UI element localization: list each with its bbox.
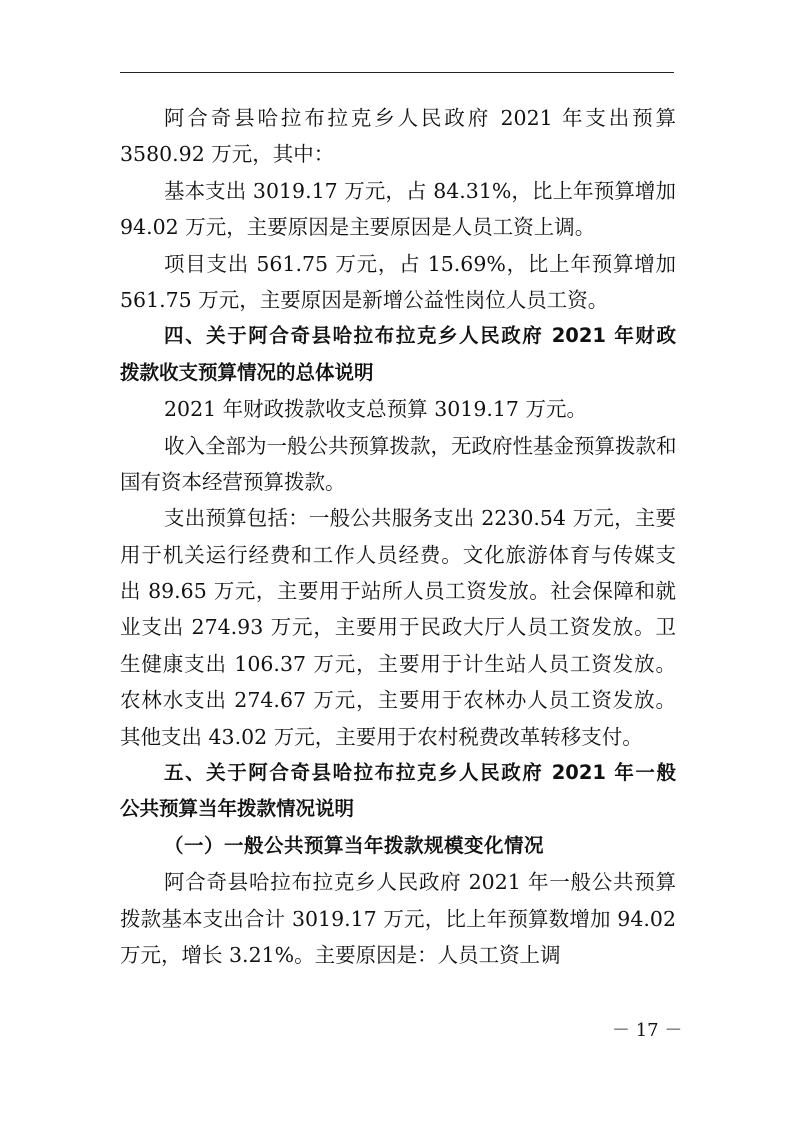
- body-text-line: 生健康支出 106.37 万元，主要用于计生站人员工资发放。: [120, 651, 676, 676]
- body-text-line: 万元，增长 3.21%。主要原因是：人员工资上调: [120, 942, 561, 967]
- body-text-line: 支出预算包括：一般公共服务支出 2230.54 万元，主要: [164, 506, 676, 531]
- body-text-line: 业支出 274.93 万元，主要用于民政大厅人员工资发放。卫: [120, 615, 676, 640]
- document-body: [120, 100, 676, 973]
- body-text-line: 561.75 万元，主要原因是新增公益性岗位人员工资。: [120, 287, 609, 312]
- header-rule: [120, 72, 674, 73]
- section-heading-5-cont: 公共预算当年拨款情况说明: [120, 797, 355, 821]
- body-text-line: 收入全部为一般公共预算拨款，无政府性基金预算拨款和: [164, 433, 676, 458]
- page-number: － 17 －: [612, 1020, 683, 1041]
- body-text-line: 阿合奇县哈拉布拉克乡人民政府 2021 年一般公共预算: [164, 870, 676, 895]
- body-text-line: 阿合奇县哈拉布拉克乡人民政府 2021 年支出预算: [164, 106, 676, 130]
- body-text-line: 2021 年财政拨款收支总预算 3019.17 万元。: [164, 397, 587, 422]
- body-text-line: 3580.92 万元，其中：: [120, 142, 335, 167]
- section-heading-4-cont: 拨款收支预算情况的总体说明: [120, 360, 374, 384]
- subsection-heading: （一）一般公共预算当年拨款规模变化情况: [164, 833, 545, 857]
- body-text-line: 项目支出 561.75 万元，占 15.69%，比上年预算增加: [164, 251, 676, 276]
- body-text-line: 94.02 万元，主要原因是主要原因是人员工资上调。: [120, 215, 596, 240]
- section-heading-4: 四、关于阿合奇县哈拉布拉克乡人民政府 2021 年财政: [164, 324, 676, 348]
- body-text-line: 拨款基本支出合计 3019.17 万元，比上年预算数增加 94.02: [120, 906, 676, 931]
- body-text-line: 用于机关运行经费和工作人员经费。文化旅游体育与传媒支: [120, 542, 676, 567]
- body-text-line: 基本支出 3019.17 万元，占 84.31%，比上年预算增加: [164, 178, 676, 203]
- body-text-line: 出 89.65 万元，主要用于站所人员工资发放。社会保障和就: [120, 579, 676, 604]
- body-text-line: 国有资本经营预算拨款。: [120, 469, 346, 494]
- body-text-line: 其他支出 43.02 万元，主要用于农村税费改革转移支付。: [120, 724, 643, 749]
- section-heading-5: 五、关于阿合奇县哈拉布拉克乡人民政府 2021 年一般: [164, 761, 676, 785]
- body-text-line: 农林水支出 274.67 万元，主要用于农林办人员工资发放。: [120, 688, 676, 713]
